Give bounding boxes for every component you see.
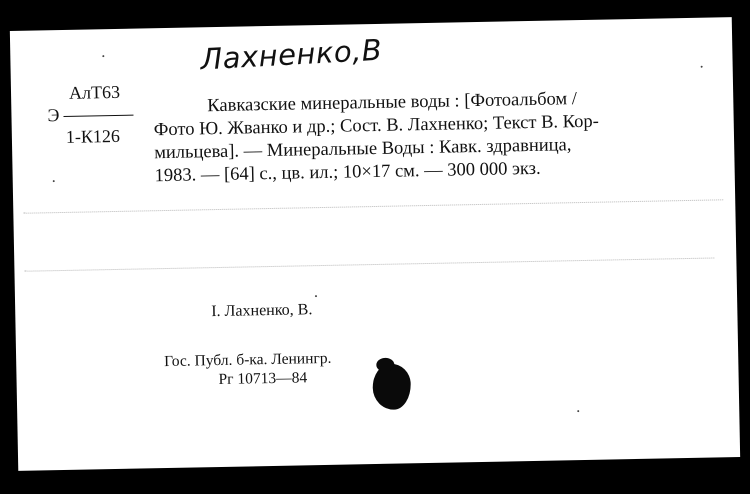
call-number-block [47,81,134,149]
scan-noise-line [24,257,714,271]
scan-speck [53,180,55,182]
ink-blot [372,363,411,410]
entry-line-3: мильцева]. — Минеральные Воды : Кавк. здравница, [154,135,572,164]
catalog-card [10,17,740,471]
entry-line-2: Фото Ю. Жванко и др.; Сост. В. Лахненко; Текст В. Кор- [153,111,599,141]
handwritten-author-heading: Лахненко,В [199,32,384,77]
call-number-rule [63,115,133,117]
entry-line-4: 1983. — [64] с., цв. ил.; 10×17 см. — 300 000 экз. [154,158,541,187]
tracing-entry: I. Лахненко, В. [211,301,313,321]
scan-speck [102,55,104,57]
scan-speck [315,295,317,297]
call-number-line-3: 1-К126 [65,125,121,147]
call-number-letter: Э [47,105,60,126]
library-stamp [164,349,332,390]
call-number-line-2 [47,103,133,127]
call-number-line-1: АлТ63 [68,81,121,103]
bibliographic-entry [153,85,715,188]
scan-noise-line [23,199,723,213]
library-stamp-line-1: Гос. Публ. б-ка. Ленингр. [164,349,332,371]
entry-line-1: Кавказские минеральные воды : [Фотоальбом / [207,89,578,117]
library-stamp-line-2: Рг 10713—84 [218,369,308,389]
scan-speck [701,66,703,68]
scan-speck [577,410,579,412]
